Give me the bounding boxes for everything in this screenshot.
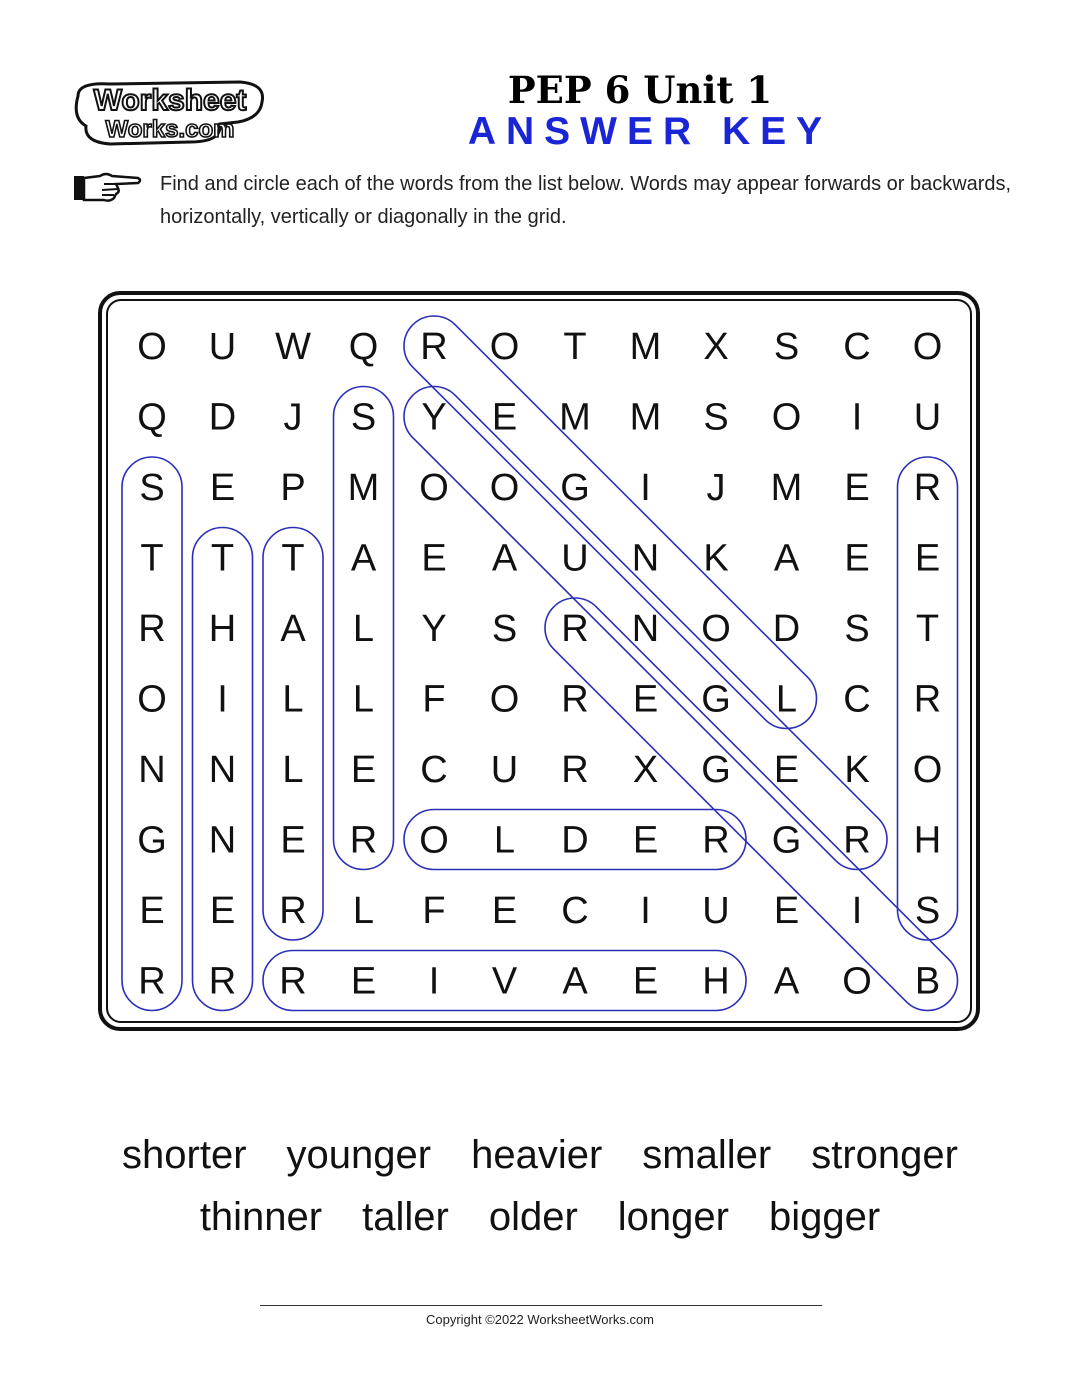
grid-letter: M (559, 396, 591, 439)
grid-letter: F (422, 890, 446, 932)
grid-letter: L (352, 608, 375, 650)
grid-letter: S (773, 326, 800, 368)
grid-letter: F (422, 678, 446, 721)
grid-letter: K (844, 749, 870, 791)
grid-letter: G (137, 819, 167, 862)
grid-letter: L (282, 678, 304, 721)
grid-letter: G (771, 819, 802, 862)
grid-letter: A (280, 608, 306, 650)
word-shorter: shorter (122, 1133, 247, 1177)
word-heavier: heavier (471, 1133, 603, 1177)
grid-letter: P (280, 467, 306, 509)
grid-letter: U (208, 326, 237, 368)
grid-letter: T (140, 537, 164, 580)
grid-letter: R (208, 960, 237, 1003)
grid-letter: T (915, 608, 940, 650)
grid-letter: O (842, 960, 872, 1003)
grid-letter: V (491, 960, 518, 1003)
grid-letter: R (702, 819, 730, 862)
grid-letter: M (770, 467, 803, 509)
word-search-grid (98, 291, 980, 1031)
grid-letter: I (640, 890, 651, 932)
grid-letter: A (491, 537, 518, 580)
grid-letter: R (420, 326, 448, 368)
grid-letter: G (701, 678, 731, 721)
grid-letter: S (703, 396, 729, 439)
grid-letter: X (703, 326, 729, 368)
grid-letter: U (490, 749, 519, 791)
grid-letter: A (562, 960, 588, 1003)
grid-letter: G (701, 749, 731, 791)
worksheet-title: PEP 6 Unit 1 (507, 68, 773, 112)
grid-letter: Q (348, 326, 379, 368)
grid-letter: C (561, 890, 589, 932)
grid-letter: G (560, 467, 590, 509)
grid-letter: O (701, 608, 731, 650)
grid-letter: R (279, 960, 307, 1003)
grid-letter: E (844, 467, 870, 509)
grid-letter: S (350, 396, 377, 439)
grid-letter: N (631, 608, 660, 650)
grid-letter: L (775, 678, 798, 721)
grid-letter: E (350, 749, 377, 791)
grid-letter: U (702, 890, 730, 932)
grid-letters (137, 326, 942, 1003)
grid-letter: E (844, 537, 870, 580)
grid-letter: S (139, 467, 165, 509)
word-thinner: thinner (199, 1195, 323, 1239)
grid-letter: O (489, 326, 520, 368)
grid-letter: A (773, 537, 800, 580)
grid-letter: E (632, 678, 659, 721)
word-older: older (488, 1195, 578, 1239)
word-stronger: stronger (811, 1133, 958, 1177)
grid-letter: N (208, 749, 237, 791)
grid-letter: T (563, 326, 587, 368)
answer-highlight-taller (263, 528, 323, 941)
logo-line2: Works.com (105, 116, 235, 143)
grid-letter: C (843, 326, 871, 368)
grid-letter: E (491, 890, 518, 932)
grid-letter: N (138, 749, 166, 791)
grid-letter: X (632, 749, 659, 791)
grid-letter: S (914, 890, 941, 932)
grid-letter: I (851, 890, 863, 932)
grid-letter: R (843, 819, 871, 862)
grid-letter: H (702, 960, 730, 1003)
word-longer: longer (617, 1195, 729, 1239)
grid-letter: T (281, 537, 305, 580)
grid-letter: N (631, 537, 660, 580)
grid-letter: L (493, 819, 516, 862)
grid-letter: R (913, 678, 942, 721)
grid-letter: E (209, 467, 236, 509)
logo-line1: Worksheet (93, 84, 247, 117)
grid-letter: D (208, 396, 237, 439)
answer-highlight-bigger (533, 586, 970, 1023)
grid-letter: W (275, 326, 311, 368)
grid-letter: O (419, 819, 449, 862)
grid-letter: O (771, 396, 802, 439)
answer-highlights (122, 304, 970, 1023)
word-taller: taller (362, 1195, 449, 1239)
grid-letter: E (773, 749, 800, 791)
grid-letter: E (209, 890, 236, 932)
grid-letter: L (352, 890, 375, 932)
grid-letter: D (772, 608, 801, 650)
grid-letter: H (913, 819, 942, 862)
grid-letter: Y (421, 608, 447, 650)
grid-letter: U (913, 396, 942, 439)
grid-letter: O (912, 749, 943, 791)
grid-letter: C (843, 678, 871, 721)
grid-letter: E (350, 960, 377, 1003)
worksheetworks-logo (70, 78, 270, 148)
pointing-hand-icon (72, 170, 144, 204)
grid-letter: S (844, 608, 870, 650)
grid-letter: R (913, 467, 942, 509)
grid-letter: H (208, 608, 237, 650)
grid-letter: R (561, 608, 589, 650)
grid-letter: N (208, 819, 237, 862)
grid-letter: I (217, 678, 228, 721)
grid-letter: U (561, 537, 589, 580)
grid-letter: L (352, 678, 375, 721)
grid-letter: R (279, 890, 307, 932)
grid-letter: Q (137, 396, 167, 439)
grid-letter: I (851, 396, 863, 439)
footer-divider (260, 1305, 822, 1306)
grid-letter: T (210, 537, 235, 580)
grid-letter: K (703, 537, 729, 580)
grid-letter: O (137, 678, 167, 721)
grid-letter: C (420, 749, 448, 791)
grid-letter: L (282, 749, 304, 791)
grid-letter: E (491, 396, 518, 439)
grid-letter: I (428, 960, 440, 1003)
word-younger: younger (286, 1133, 432, 1177)
word-bigger: bigger (768, 1195, 881, 1239)
grid-letter: A (773, 960, 800, 1003)
grid-letter: D (561, 819, 589, 862)
grid-letter: A (350, 537, 377, 580)
answer-highlight-longer (392, 304, 829, 741)
grid-letter: R (138, 960, 166, 1003)
grid-letter: M (629, 396, 662, 439)
grid-letter: M (629, 326, 662, 368)
grid-letter: I (640, 467, 651, 509)
grid-letter: M (347, 467, 380, 509)
grid-letter: R (138, 608, 166, 650)
word-list-row-2 (0, 1195, 1080, 1240)
grid-letter: J (706, 467, 726, 509)
grid-letter: O (419, 467, 449, 509)
instructions-text: Find and circle each of the words from the list below. Words may appear forwards or backwards, horizontally, vertically or diagonally in the grid. (160, 173, 1012, 228)
grid-letter: O (912, 326, 943, 368)
grid-letter: R (561, 749, 589, 791)
grid-letter: B (914, 960, 941, 1003)
grid-letter: Y (421, 396, 447, 439)
grid-letter: E (914, 537, 941, 580)
grid-letter: J (283, 396, 303, 439)
grid-letter: O (489, 678, 520, 721)
copyright-text: Copyright ©2022 WorksheetWorks.com (425, 1312, 655, 1327)
word-list-row-1 (0, 1133, 1080, 1178)
word-smaller: smaller (642, 1133, 772, 1177)
grid-letter: E (280, 819, 306, 862)
grid-letter: E (632, 960, 659, 1003)
grid-letter: R (561, 678, 589, 721)
grid-letter: O (137, 326, 167, 368)
grid-letter: S (491, 608, 518, 650)
grid-letter: E (421, 537, 447, 580)
grid-letter: E (139, 890, 165, 932)
grid-letter: E (773, 890, 800, 932)
grid-letter: O (489, 467, 520, 509)
grid-letter: E (632, 819, 659, 862)
answer-key-heading: ANSWER KEY (467, 110, 833, 153)
grid-letter: R (349, 819, 378, 862)
